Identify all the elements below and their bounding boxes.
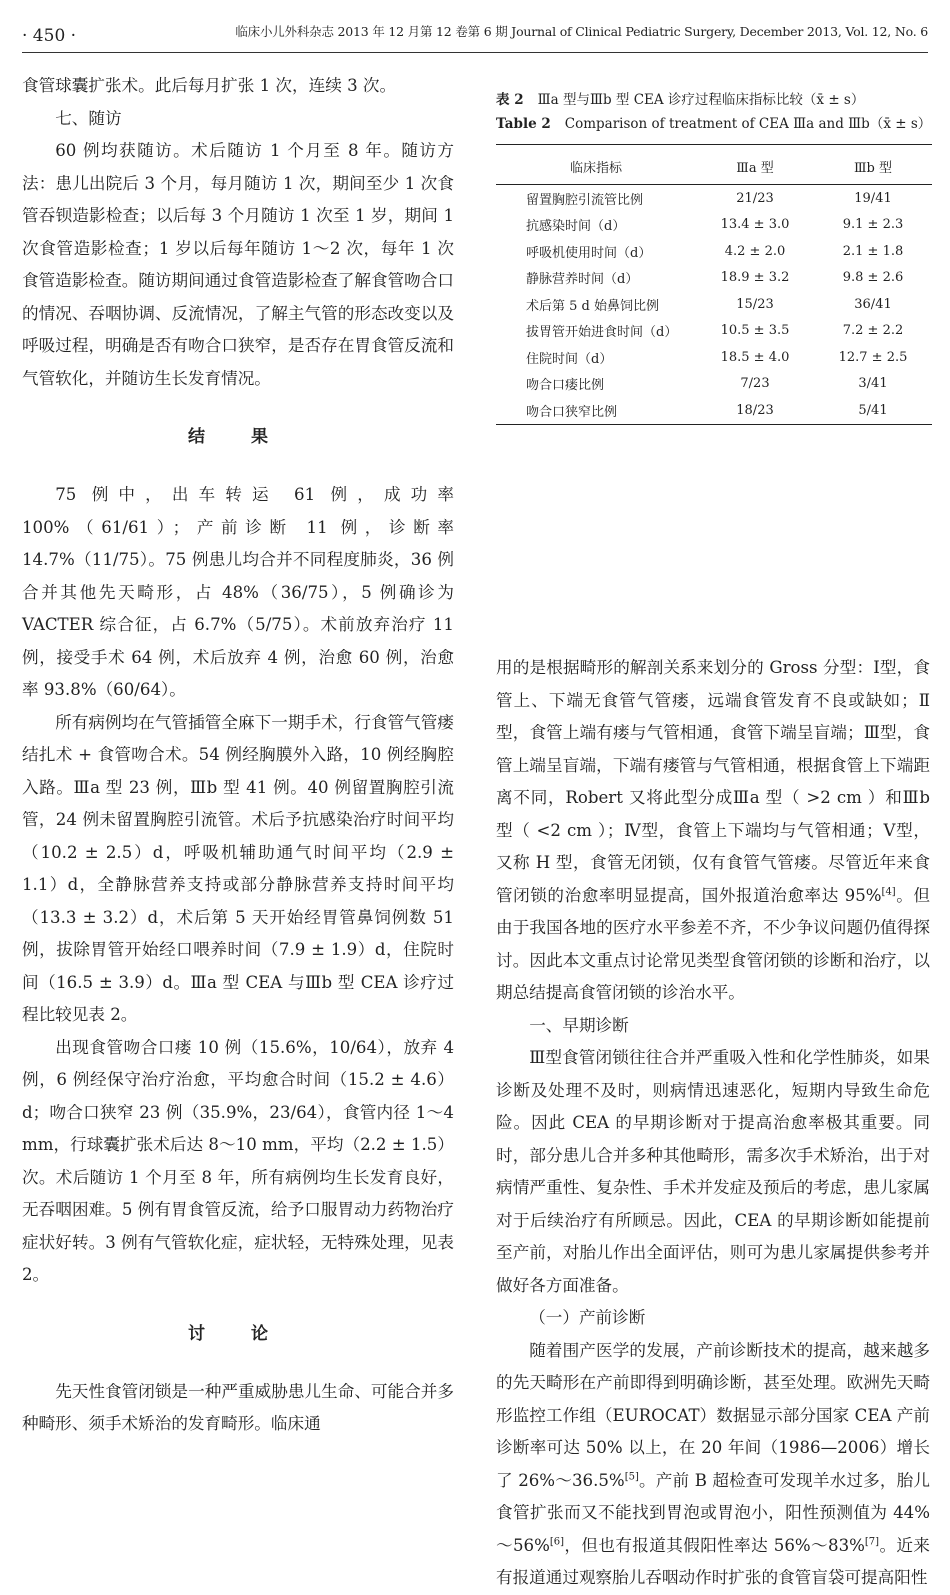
table-cell: 18.5 ± 4.0	[720, 349, 790, 365]
page-number: · 450 ·	[22, 26, 77, 46]
column-header: Ⅲa 型	[696, 145, 814, 185]
table-cell: 36/41	[854, 296, 892, 312]
table-cell: 吻合口瘘比例	[526, 378, 605, 394]
table-cell: 9.1 ± 2.3	[842, 217, 904, 233]
table-row	[496, 265, 932, 292]
paragraph: 先天性食管闭锁是一种严重威胁患儿生命、可能合并多种畸形、须手术矫治的发育畸形。临床通	[22, 1381, 454, 1433]
text-run: ，但也有报道其假阳性率达 56%～83%	[564, 1535, 865, 1555]
table-cell: 呼吸机使用时间（d）	[526, 245, 652, 261]
table-row	[496, 318, 932, 345]
table-cell: 19/41	[854, 190, 892, 206]
citation-ref: [4]	[881, 885, 896, 897]
table-2	[496, 88, 932, 425]
table-row	[496, 371, 932, 398]
left-column	[22, 70, 454, 1441]
paragraph: 出现食管吻合口瘘 10 例（15.6%，10/64），放弃 4 例，6 例经保守治疗治愈，平均愈合时间（15.2 ± 4.6）d；吻合口狭窄 23 例（35.9%，23/64），食管内径 1～4 mm，行球囊扩张术后达 8～10 mm，平均（2.2 ± 1.5）次。术后随访 1 个月至 8 年，所有病例均生长发育良好，无吞咽困难。5 例有胃食管反流，给予口服胃动力药物治疗症状好转。3 例有气管软化症，症状轻，无特殊处理，见表 2。	[22, 1037, 454, 1284]
table-cell: 7.2 ± 2.2	[842, 323, 904, 339]
table-label-cn: 表 2	[496, 92, 524, 108]
section-heading-prenatal: （一）产前诊断	[529, 1308, 646, 1327]
table-cell: 18/23	[696, 397, 814, 424]
paragraph: 所有病例均在气管插管全麻下一期手术，行食管气管瘘结扎术 + 食管吻合术。54 例经胸膜外入路，10 例经胸腔入路。Ⅲa 型 23 例，Ⅲb 型 41 例。40 例留置胸腔引流管，24 例未留置胸腔引流管。术后予抗感染治疗时间平均（10.2 ± 2.5）d，呼吸机辅助通气时间平均（2.9 ± 1.1）d，全静脉营养支持或部分静脉营养支持时间平均（13.3 ± 3.2）d，术后第 5 天开始经胃管鼻饲例数 51 例，拔除胃管开始经口喂养时间（7.9 ± 1.9）d，住院时间（16.5 ± 3.9）d。Ⅲa 型 CEA 与Ⅲb 型 CEA 诊疗过程比较见表 2。	[22, 712, 454, 1024]
section-title-discussion: 讨 论	[188, 1323, 288, 1344]
table-cell: 抗感染时间（d）	[526, 219, 626, 235]
paragraph	[496, 1335, 930, 1595]
table-row	[496, 291, 932, 318]
table-title-en: Comparison of treatment of CEA Ⅲa and Ⅲb（x̄ ± s）	[564, 116, 932, 132]
data-table	[496, 144, 932, 425]
table-cell: 吻合口狭窄比例	[496, 397, 696, 424]
text-run: 随着围产医学的发展，产前诊断技术的提高，越来越多的先天畸形在产前即得到明确诊断，甚至处理。欧洲先天畸形监控工作组（EUROCAT）数据显示部分国家 CEA 产前诊断率可达 50% 以上，在 20 年间（1986—2006）增长了 26%～36.5%	[496, 1340, 930, 1490]
table-cell: 9.8 ± 2.6	[842, 270, 904, 286]
section-heading-early-diagnosis: 一、早期诊断	[529, 1015, 629, 1035]
citation-ref: [5]	[624, 1470, 639, 1482]
paragraph	[496, 652, 930, 1010]
table-row	[496, 344, 932, 371]
table-cell: 7/23	[740, 376, 770, 392]
table-cell: 2.1 ± 1.8	[842, 243, 904, 259]
text-run: 。产前 B 超检查可发现羊水过多，胎儿食管扩张而又不能找到胃泡或胃泡小，阳性预测值为 44%～56%	[496, 1470, 930, 1555]
running-header	[22, 18, 928, 53]
citation-ref: [7]	[864, 1535, 880, 1547]
section-heading-followup: 七、随访	[55, 108, 122, 128]
table-cell: 18.9 ± 3.2	[720, 270, 790, 286]
table-header-row	[496, 145, 932, 185]
citation-ref: [6]	[549, 1535, 565, 1547]
table-row	[496, 185, 932, 212]
text-run: 用的是根据畸形的解剖关系来划分的 Gross 分型：Ⅰ型，食管上、下端无食管气管瘘，远端食管发育不良或缺如；Ⅱ型，食管上端有瘘与气管相通，食管下端呈盲端；Ⅲ型，食管上端呈盲端，下端有瘘管与气管相通，根据食管上下端距离不同，Robert 又将此型分成Ⅲa 型（ >2 cm ）和Ⅲb 型（ <2 cm ）；Ⅳ型，食管上下端均与气管相通；Ⅴ型，又称 H 型，食管无闭锁，仅有食管气管瘘。尽管近年来食管闭锁的治愈率明显提高，国外报道治愈率达 95%	[496, 658, 930, 905]
journal-citation: 临床小儿外科杂志 2013 年 12 月第 12 卷第 6 期 Journal of Clinical Pediatric Surgery, December 2013, Vol. 12, No. 6	[235, 24, 928, 39]
table-cell: 住院时间（d）	[526, 351, 613, 367]
table-caption-en	[496, 112, 932, 136]
table-caption-cn	[496, 88, 932, 112]
table-cell: 留置胸腔引流管比例	[526, 192, 644, 208]
table-cell: 3/41	[858, 376, 888, 392]
table-title-cn: Ⅲa 型与Ⅲb 型 CEA 诊疗过程临床指标比较（x̄ ± s）	[537, 92, 865, 108]
table-cell: 15/23	[736, 296, 774, 312]
table-cell: 12.7 ± 2.5	[838, 349, 908, 365]
table-row	[496, 238, 932, 265]
table-row	[496, 397, 932, 424]
table-cell: 4.2 ± 2.0	[724, 243, 786, 259]
table-cell: 拔胃管开始进食时间（d）	[526, 325, 678, 341]
section-title-results: 结 果	[188, 427, 288, 447]
text-run: 。但由于我国各地的医疗水平参差不齐，不少争议问题仍值得探讨。因此本文重点讨论常见类型食管闭锁的诊断和治疗，以期总结提高食管闭锁的诊治水平。	[496, 885, 931, 1002]
paragraph: 60 例均获随访。术后随访 1 个月至 8 年。随访方法：患儿出院后 3 个月，每月随访 1 次，期间至少 1 次食管吞钡造影检查；以后每 3 个月随访 1 次至 1 岁，期间 1 次食管造影检查；1 岁以后每年随访 1～2 次，每年 1 次食管造影检查。随访期间通过食管造影检查了解食管吻合口的情况、吞咽协调、反流情况，了解主气管的形态改变以及呼吸过程，明确是否有吻合口狭窄，是否存在胃食管反流和气管软化，并随访生长发育情况。	[22, 141, 454, 388]
table-label-en: Table 2	[496, 116, 551, 132]
column-header: 临床指标	[496, 145, 696, 185]
table-cell: 10.5 ± 3.5	[720, 323, 790, 339]
paragraph: 食管球囊扩张术。此后每月扩张 1 次，连续 3 次。	[22, 76, 397, 95]
table-row	[496, 212, 932, 239]
table-cell: 21/23	[736, 190, 774, 206]
table-cell: 静脉营养时间（d）	[526, 272, 639, 288]
paragraph: Ⅲ型食管闭锁往往合并严重吸入性和化学性肺炎，如果诊断及处理不及时，则病情迅速恶化，短期内导致生命危险。因此 CEA 的早期诊断对于提高治愈率极其重要。同时，部分患儿合并多种其他畸形，需多次手术矫治，出于对病情严重性、复杂性、手术并发症及预后的考虑，患儿家属对于后续治疗有所顾忌。因此，CEA 的早期诊断如能提前至产前，对胎儿作出全面评估，则可为患儿家属提供参考并做好各方面准备。	[496, 1048, 930, 1295]
right-column	[496, 652, 930, 1595]
column-header: Ⅲb 型	[814, 145, 932, 185]
table-cell: 术后第 5 d 始鼻饲比例	[526, 298, 659, 314]
text-run: 。近来有报道通过观察胎儿吞咽动作时扩张的食管盲袋可提高阳性	[496, 1535, 930, 1587]
table-cell: 5/41	[814, 397, 932, 424]
paragraph: 75 例中，出车转运 61 例，成功率 100%（61/61）；产前诊断 11 例，诊断率 14.7%（11/75）。75 例患儿均合并不同程度肺炎，36 例合并其他先天畸形，占 48%（36/75），5 例确诊为 VACTER 综合征，占 6.7%（5/75）。术前放弃治疗 11 例，接受手术 64 例，术后放弃 4 例，治愈 60 例，治愈率 93.8%（60/64）。	[22, 485, 454, 699]
table-cell: 13.4 ± 3.0	[720, 217, 790, 233]
